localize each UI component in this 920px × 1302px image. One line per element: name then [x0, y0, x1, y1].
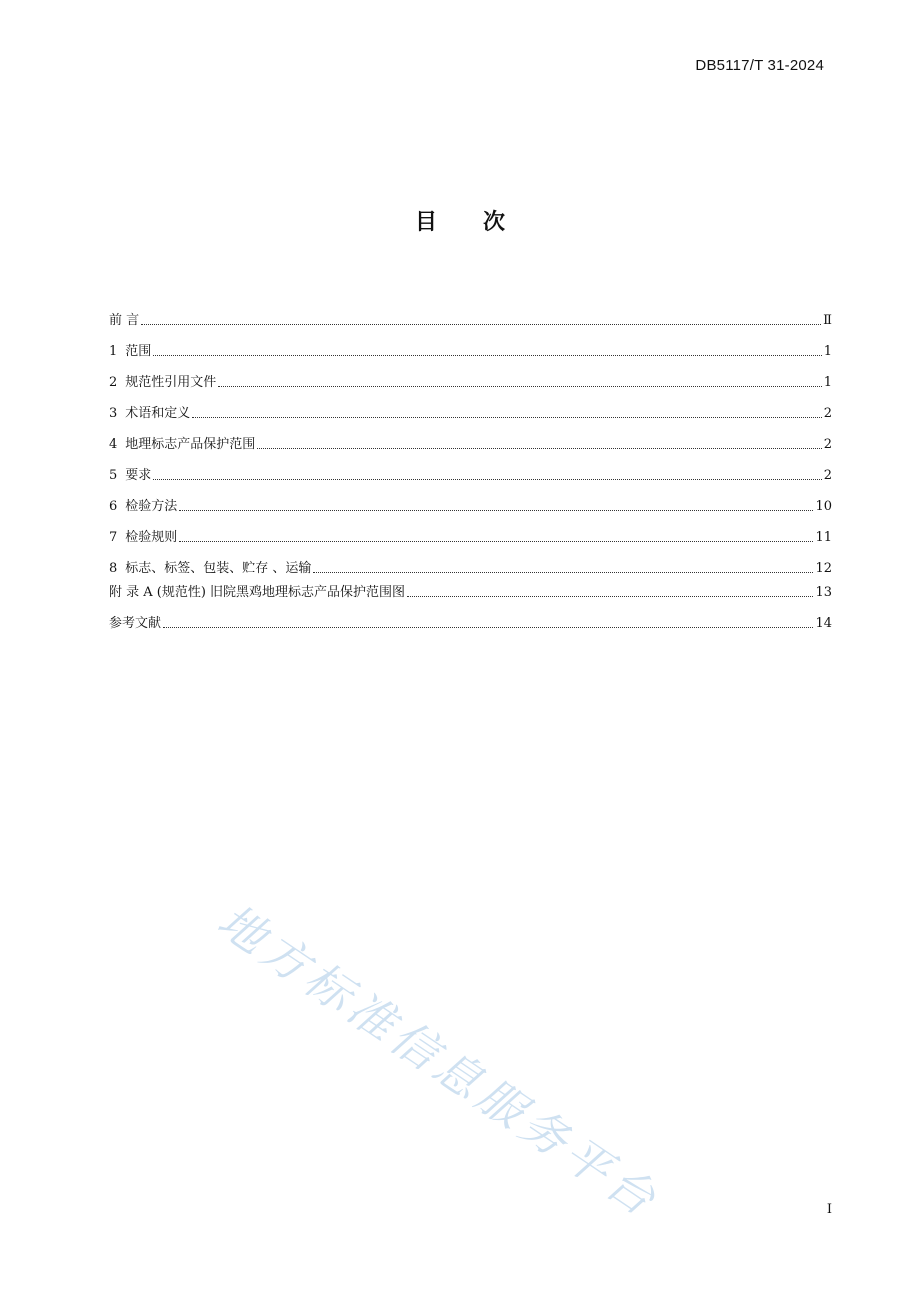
toc-label: 范围 — [125, 344, 152, 359]
toc-number: 5 — [109, 468, 118, 483]
toc-label: 要求 — [125, 468, 152, 483]
toc-leader — [163, 626, 813, 628]
toc-number: 4 — [109, 437, 118, 452]
toc-label: 前 言 — [109, 313, 140, 328]
toc-entry-3[interactable] — [109, 390, 832, 421]
toc-label: 检验方法 — [125, 499, 178, 514]
toc-entry-5[interactable] — [109, 452, 832, 483]
toc-leader — [153, 354, 821, 356]
toc-entry-7[interactable] — [109, 514, 832, 545]
toc-leader — [179, 540, 813, 542]
toc-label: 标志、标签、包装、贮存 、运输 — [125, 561, 312, 576]
title-char-right: 次 — [483, 210, 506, 235]
toc-number: 3 — [109, 406, 118, 421]
toc-page: 2 — [823, 406, 832, 421]
toc-entry-8[interactable] — [109, 545, 832, 576]
toc-entry-references[interactable] — [109, 600, 832, 631]
toc-leader — [218, 385, 821, 387]
toc-number: 6 — [109, 499, 118, 514]
toc-page: 13 — [815, 585, 832, 600]
watermark: 地方标准信息服务平台 — [208, 893, 670, 1229]
toc-page: 11 — [815, 530, 832, 545]
table-of-contents — [109, 297, 832, 631]
toc-entry-4[interactable] — [109, 421, 832, 452]
toc-label: 术语和定义 — [125, 406, 191, 421]
toc-entry-2[interactable] — [109, 359, 832, 390]
toc-label: 参考文献 — [109, 616, 162, 631]
toc-page: 12 — [815, 561, 832, 576]
toc-label: 规范性引用文件 — [125, 375, 217, 390]
toc-entry-1[interactable] — [109, 328, 832, 359]
toc-leader — [192, 416, 821, 418]
toc-entry-foreword[interactable] — [109, 297, 832, 328]
toc-page: 2 — [823, 468, 832, 483]
toc-page: 2 — [823, 437, 832, 452]
toc-leader — [153, 478, 821, 480]
toc-page: 1 — [823, 344, 832, 359]
toc-page: Ⅱ — [823, 313, 832, 328]
toc-label: 检验规则 — [125, 530, 178, 545]
toc-number: 7 — [109, 530, 118, 545]
toc-page: 1 — [823, 375, 832, 390]
toc-number: 1 — [109, 344, 118, 359]
toc-label: 附 录 A (规范性) 旧院黑鸡地理标志产品保护范围图 — [109, 585, 406, 600]
toc-page: 10 — [815, 499, 832, 514]
toc-leader — [141, 323, 821, 325]
toc-leader — [179, 509, 813, 511]
toc-number: 8 — [109, 561, 118, 576]
toc-entry-appendix-a[interactable] — [109, 576, 832, 600]
toc-entry-6[interactable] — [109, 483, 832, 514]
page-number: I — [826, 1202, 832, 1217]
toc-leader — [407, 595, 813, 597]
page-title — [0, 205, 920, 236]
title-char-left: 目 — [414, 210, 437, 235]
toc-number: 2 — [109, 375, 118, 390]
document-code: DB5117/T 31-2024 — [695, 57, 824, 74]
toc-page: 14 — [815, 616, 832, 631]
toc-leader — [313, 571, 813, 573]
toc-leader — [257, 447, 821, 449]
toc-label: 地理标志产品保护范围 — [125, 437, 256, 452]
